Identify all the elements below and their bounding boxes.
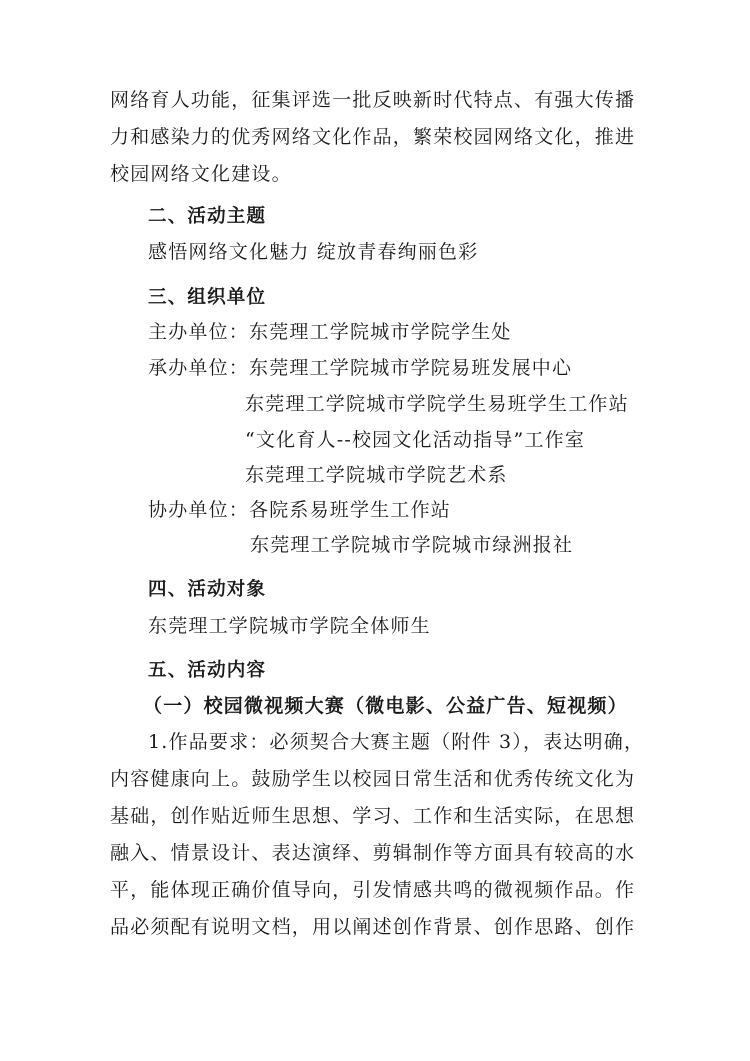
section5-heading: 五、活动内容 <box>148 660 267 681</box>
section5-line-3: 基础，创作贴近师生思想、学习、工作和生活实际，在思想 <box>110 805 636 827</box>
section3-organizer-4: 东莞理工学院城市学院艺术系 <box>245 464 508 486</box>
section5-line-1: 1.作品要求：必须契合大赛主题（附件 3），表达明确， <box>148 731 645 753</box>
section2-heading: 二、活动主题 <box>148 206 267 227</box>
section5-line-2: 内容健康向上。鼓励学生以校园日常生活和优秀传统文化为 <box>110 768 636 790</box>
section4-text: 东莞理工学院城市学院全体师生 <box>148 615 431 637</box>
section2-text: 感悟网络文化魅力 绽放青春绚丽色彩 <box>148 241 479 263</box>
section4-heading: 四、活动对象 <box>148 579 267 600</box>
section3-organizer-1: 承办单位：东莞理工学院城市学院易班发展中心 <box>148 357 573 379</box>
section3-heading: 三、组织单位 <box>148 287 267 308</box>
section5-subheading: （一）校园微视频大赛（微电影、公益广告、短视频） <box>143 695 628 717</box>
section5-line-4: 融入、情景设计、表达演绎、剪辑制作等方面具有较高的水 <box>110 842 636 864</box>
section3-co-1: 协办单位：各院系易班学生工作站 <box>148 499 452 521</box>
intro-line-2: 力和感染力的优秀网络文化作品，繁荣校园网络文化，推进 <box>110 126 636 148</box>
section3-organizer-2: 东莞理工学院城市学院学生易班学生工作站 <box>245 393 629 415</box>
intro-line-1: 网络育人功能，征集评选一批反映新时代特点、有强大传播 <box>110 89 636 111</box>
section5-line-5: 平，能体现正确价值导向，引发情感共鸣的微视频作品。作 <box>110 879 636 901</box>
section3-co-2: 东莞理工学院城市学院城市绿洲报社 <box>250 534 574 556</box>
section3-organizer-3: “文化育人--校园文化活动指导”工作室 <box>245 429 586 451</box>
intro-line-3: 校园网络文化建设。 <box>110 163 292 185</box>
section5-line-6: 品必须配有说明文档，用以阐述创作背景、创作思路、创作 <box>110 916 636 938</box>
section3-host: 主办单位：东莞理工学院城市学院学生处 <box>148 321 512 343</box>
